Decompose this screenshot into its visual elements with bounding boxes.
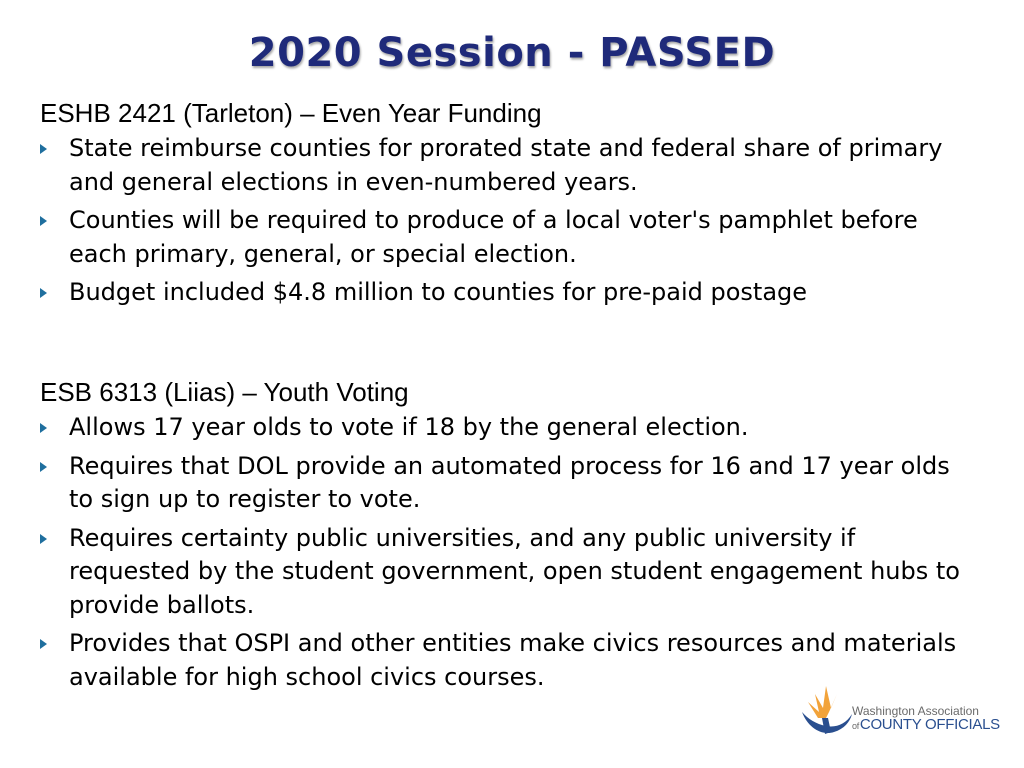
- wac-logo: [798, 682, 1000, 740]
- section-esb-6313: [40, 375, 970, 699]
- bullet-arrow-icon: [40, 462, 47, 472]
- section-heading: ESB 6313 (Liias) – Youth Voting: [40, 377, 409, 407]
- bullet-arrow-icon: [40, 534, 47, 544]
- bullet-arrow-icon: [40, 423, 47, 433]
- bullet-item: [40, 132, 970, 199]
- bullet-list: [40, 411, 970, 694]
- bullet-text: Counties will be required to produce of a local voter's pamphlet before each primary, general, or special election.: [69, 206, 918, 268]
- logo-text-county-officials: [852, 716, 1000, 733]
- bullet-arrow-icon: [40, 288, 47, 298]
- bullet-item: [40, 411, 970, 445]
- bullet-text: Requires that DOL provide an automated process for 16 and 17 year olds to sign up to register to vote.: [69, 451, 950, 513]
- section-eshb-2421: [40, 96, 970, 315]
- bullet-arrow-icon: [40, 639, 47, 649]
- logo-text-association: Washington Association: [852, 704, 979, 718]
- bullet-text: Budget included $4.8 million to counties for pre-paid postage: [69, 278, 808, 306]
- logo-text-of: of: [852, 721, 859, 731]
- bullet-arrow-icon: [40, 216, 47, 226]
- bullet-text: Allows 17 year olds to vote if 18 by the general election.: [69, 413, 749, 441]
- slide-title: 2020 Session - PASSED: [248, 30, 776, 76]
- bullet-text: Provides that OSPI and other entities make civics resources and materials available for high school civics courses.: [69, 629, 957, 691]
- bullet-text: State reimburse counties for prorated state and federal share of primary and general elections in even-numbered years.: [69, 134, 943, 196]
- bullet-arrow-icon: [40, 144, 47, 154]
- bullet-list: [40, 132, 970, 310]
- bullet-item: [40, 204, 970, 271]
- section-heading: ESHB 2421 (Tarleton) – Even Year Funding: [40, 98, 542, 128]
- logo-text-county: COUNTY OFFICIALS: [859, 716, 1000, 733]
- bullet-item: [40, 276, 970, 310]
- wac-logo-mark-icon: [798, 682, 854, 740]
- bullet-item: [40, 522, 970, 623]
- bullet-item: [40, 450, 970, 517]
- bullet-text: Requires certainty public universities, and any public university if requested by the student government, open student engagement hubs to provide ballots.: [69, 523, 960, 619]
